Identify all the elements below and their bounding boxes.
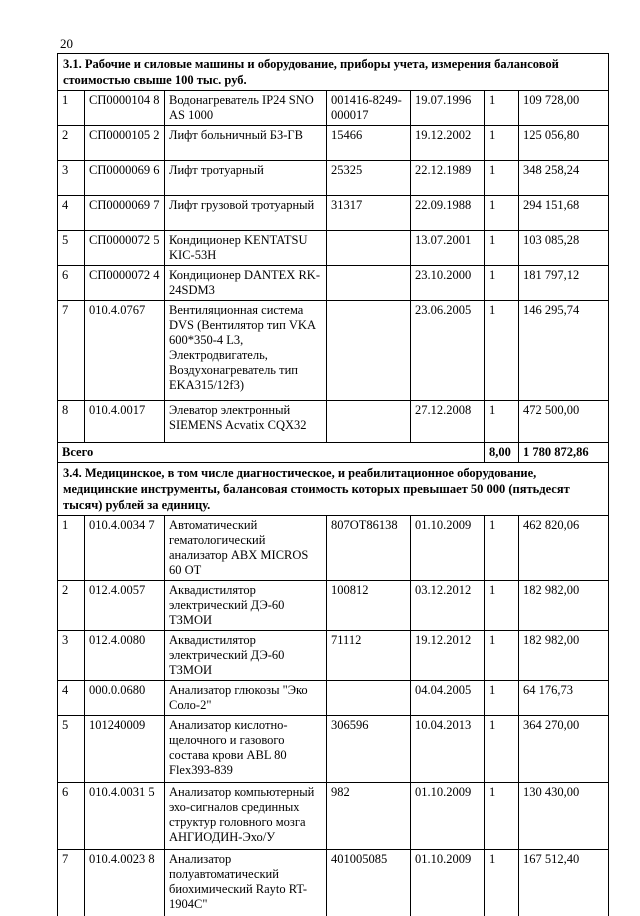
balance-cost: 364 270,00 [519, 716, 609, 783]
table-row [58, 266, 609, 301]
row-number: 4 [58, 196, 85, 231]
serial-number [327, 681, 411, 716]
table-row [58, 401, 609, 443]
quantity: 1 [485, 126, 519, 161]
serial-number [327, 301, 411, 401]
acquisition-date: 10.04.2013 [411, 716, 485, 783]
balance-cost: 462 820,06 [519, 516, 609, 581]
row-number: 3 [58, 631, 85, 681]
row-number: 4 [58, 681, 85, 716]
acquisition-date: 01.10.2009 [411, 850, 485, 916]
item-name: Автоматический гематологический анализатор ABX MICROS 60 OT [165, 516, 327, 581]
section-title: 3.1. Рабочие и силовые машины и оборудование, приборы учета, измерения балансовой стоимостью свыше 100 тыс. руб. [58, 54, 609, 91]
acquisition-date: 19.12.2002 [411, 126, 485, 161]
table-row [58, 516, 609, 581]
quantity: 1 [485, 161, 519, 196]
serial-number: 001416-8249-000017 [327, 91, 411, 126]
row-number: 8 [58, 401, 85, 443]
table-row [58, 581, 609, 631]
acquisition-date: 23.10.2000 [411, 266, 485, 301]
balance-cost: 294 151,68 [519, 196, 609, 231]
balance-cost: 182 982,00 [519, 581, 609, 631]
acquisition-date: 01.10.2009 [411, 516, 485, 581]
acquisition-date: 19.12.2012 [411, 631, 485, 681]
balance-cost: 348 258,24 [519, 161, 609, 196]
item-name: Аквадистилятор электрический ДЭ-60 ТЗМОИ [165, 631, 327, 681]
total-row [58, 443, 609, 463]
inventory-code: 000.0.0680 [85, 681, 165, 716]
inventory-code: СП0000105 2 [85, 126, 165, 161]
serial-number [327, 401, 411, 443]
quantity: 1 [485, 850, 519, 916]
inventory-code: 012.4.0080 [85, 631, 165, 681]
inventory-code: 101240009 [85, 716, 165, 783]
serial-number: 25325 [327, 161, 411, 196]
serial-number: 982 [327, 783, 411, 850]
acquisition-date: 13.07.2001 [411, 231, 485, 266]
table-row [58, 850, 609, 916]
acquisition-date: 19.07.1996 [411, 91, 485, 126]
quantity: 1 [485, 91, 519, 126]
item-name: Кондиционер KENTATSU KIC-53H [165, 231, 327, 266]
item-name: Элеватор электронный SIEMENS Acvatix CQX32 [165, 401, 327, 443]
item-name: Анализатор глюкозы "Эко Соло-2" [165, 681, 327, 716]
table-row [58, 161, 609, 196]
acquisition-date: 23.06.2005 [411, 301, 485, 401]
serial-number [327, 266, 411, 301]
row-number: 2 [58, 581, 85, 631]
balance-cost: 64 176,73 [519, 681, 609, 716]
inventory-code: СП0000072 5 [85, 231, 165, 266]
serial-number: 71112 [327, 631, 411, 681]
acquisition-date: 03.12.2012 [411, 581, 485, 631]
inventory-table-body [58, 54, 609, 916]
balance-cost: 125 056,80 [519, 126, 609, 161]
page-number: 20 [60, 36, 73, 52]
row-number: 3 [58, 161, 85, 196]
acquisition-date: 04.04.2005 [411, 681, 485, 716]
item-name: Кондиционер DANTEX RK-24SDM3 [165, 266, 327, 301]
item-name: Лифт тротуарный [165, 161, 327, 196]
inventory-code: СП0000104 8 [85, 91, 165, 126]
inventory-code: СП0000069 6 [85, 161, 165, 196]
item-name: Вентиляционная система DVS (Вентилятор тип VKA 600*350-4 L3, Электродвигатель, Воздухонагреватель тип EKA315/12f3) [165, 301, 327, 401]
serial-number: 401005085 [327, 850, 411, 916]
serial-number: 306596 [327, 716, 411, 783]
row-number: 1 [58, 516, 85, 581]
section-title: 3.4. Медицинское, в том числе диагностическое, и реабилитационное оборудование, медицинские инструменты, балансовая стоимость которых превышает 50 000 (пятьдесят тысяч) рублей за единицу. [58, 463, 609, 516]
inventory-code: СП0000072 4 [85, 266, 165, 301]
serial-number: 807OT86138 [327, 516, 411, 581]
balance-cost: 146 295,74 [519, 301, 609, 401]
inventory-code: СП0000069 7 [85, 196, 165, 231]
balance-cost: 103 085,28 [519, 231, 609, 266]
quantity: 1 [485, 196, 519, 231]
row-number: 6 [58, 783, 85, 850]
quantity: 1 [485, 266, 519, 301]
total-cost: 1 780 872,86 [519, 443, 609, 463]
serial-number: 100812 [327, 581, 411, 631]
inventory-code: 010.4.0031 5 [85, 783, 165, 850]
balance-cost: 109 728,00 [519, 91, 609, 126]
quantity: 1 [485, 716, 519, 783]
row-number: 7 [58, 301, 85, 401]
item-name: Лифт грузовой тротуарный [165, 196, 327, 231]
section-header-3-1 [58, 54, 609, 91]
balance-cost: 181 797,12 [519, 266, 609, 301]
acquisition-date: 22.12.1989 [411, 161, 485, 196]
item-name: Анализатор компьютерный эхо-сигналов срединных структур головного мозга АНГИОДИН-Эхо/У [165, 783, 327, 850]
row-number: 7 [58, 850, 85, 916]
item-name: Водонагреватель IP24 SNO AS 1000 [165, 91, 327, 126]
item-name: Анализатор кислотно-щелочного и газового состава крови ABL 80 Flex393-839 [165, 716, 327, 783]
section-header-3-4 [58, 463, 609, 516]
inventory-table [57, 53, 609, 916]
balance-cost: 472 500,00 [519, 401, 609, 443]
balance-cost: 182 982,00 [519, 631, 609, 681]
quantity: 1 [485, 783, 519, 850]
total-quantity: 8,00 [485, 443, 519, 463]
serial-number [327, 231, 411, 266]
table-row [58, 126, 609, 161]
inventory-code: 010.4.0023 8 [85, 850, 165, 916]
quantity: 1 [485, 631, 519, 681]
row-number: 5 [58, 231, 85, 266]
quantity: 1 [485, 401, 519, 443]
acquisition-date: 27.12.2008 [411, 401, 485, 443]
acquisition-date: 22.09.1988 [411, 196, 485, 231]
table-row [58, 631, 609, 681]
table-row [58, 783, 609, 850]
table-row [58, 91, 609, 126]
acquisition-date: 01.10.2009 [411, 783, 485, 850]
balance-cost: 130 430,00 [519, 783, 609, 850]
quantity: 1 [485, 681, 519, 716]
table-row [58, 231, 609, 266]
inventory-code: 012.4.0057 [85, 581, 165, 631]
total-label: Всего [58, 443, 485, 463]
quantity: 1 [485, 231, 519, 266]
table-row [58, 196, 609, 231]
table-row [58, 716, 609, 783]
serial-number: 31317 [327, 196, 411, 231]
quantity: 1 [485, 581, 519, 631]
quantity: 1 [485, 516, 519, 581]
balance-cost: 167 512,40 [519, 850, 609, 916]
item-name: Аквадистилятор электрический ДЭ-60 ТЗМОИ [165, 581, 327, 631]
row-number: 1 [58, 91, 85, 126]
quantity: 1 [485, 301, 519, 401]
table-row [58, 681, 609, 716]
inventory-code: 010.4.0017 [85, 401, 165, 443]
row-number: 6 [58, 266, 85, 301]
row-number: 2 [58, 126, 85, 161]
table-row [58, 301, 609, 401]
serial-number: 15466 [327, 126, 411, 161]
inventory-code: 010.4.0767 [85, 301, 165, 401]
row-number: 5 [58, 716, 85, 783]
item-name: Лифт больничный БЗ-ГВ [165, 126, 327, 161]
item-name: Анализатор полуавтоматический биохимический Rayto RT-1904C" [165, 850, 327, 916]
inventory-code: 010.4.0034 7 [85, 516, 165, 581]
